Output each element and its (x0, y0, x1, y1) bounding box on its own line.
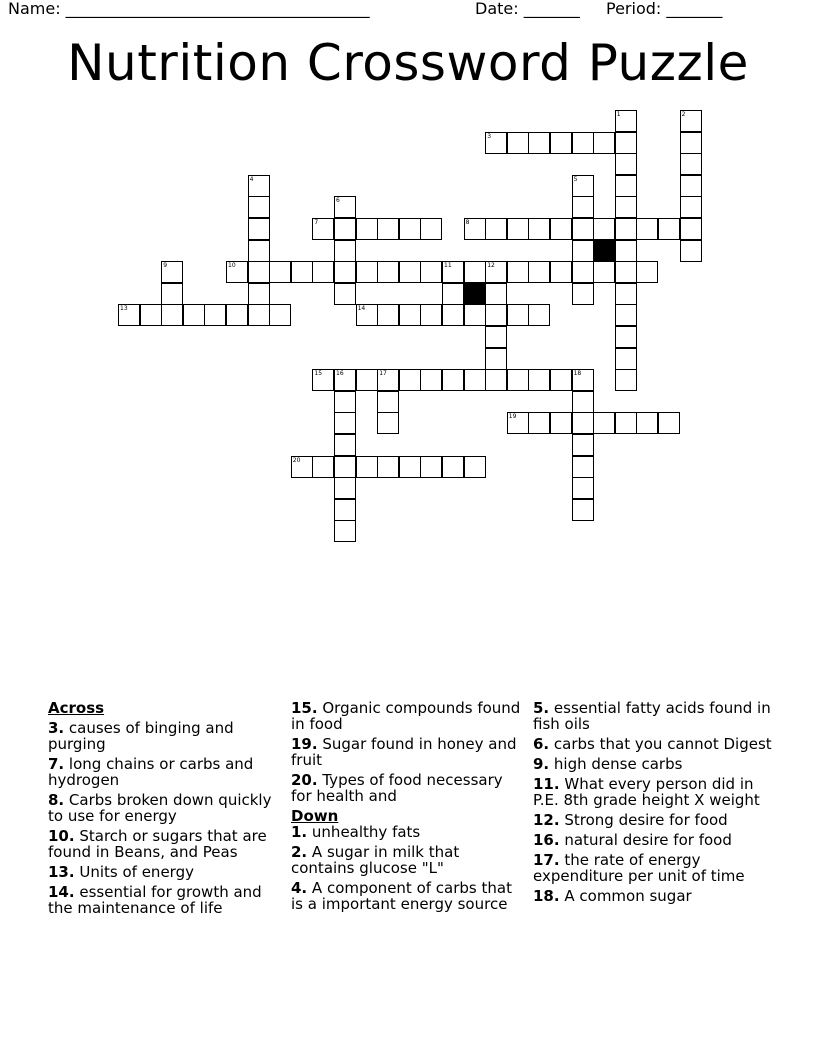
crossword-cell[interactable] (615, 283, 637, 305)
crossword-cell[interactable] (593, 261, 615, 283)
crossword-cell[interactable] (464, 218, 486, 240)
clue-number: 13 (120, 305, 128, 313)
clue-number: 20 (292, 456, 301, 464)
crossword-cell[interactable] (248, 175, 270, 197)
crossword-cell[interactable] (442, 261, 464, 283)
clue-item: 14. essential for growth and the maintenance of life (48, 883, 262, 917)
page-title: Nutrition Crossword Puzzle (67, 34, 749, 92)
crossword-cell[interactable] (615, 261, 637, 283)
crossword-cell[interactable] (680, 240, 702, 262)
crossword-cell[interactable] (680, 110, 702, 132)
crossword-cell[interactable] (334, 196, 356, 218)
crossword-cell[interactable] (572, 218, 594, 240)
crossword-cell[interactable] (356, 218, 378, 240)
crossword-cell[interactable] (356, 369, 378, 391)
crossword-cell[interactable] (636, 218, 658, 240)
crossword-cell[interactable] (680, 218, 702, 240)
period-field-label: Period: _______ (606, 0, 723, 18)
crossword-cell[interactable] (399, 304, 421, 326)
clue-item: 15. Organic compounds found in food (291, 699, 521, 733)
crossword-cell[interactable] (528, 304, 550, 326)
crossword-cell[interactable] (312, 261, 334, 283)
crossword-cell[interactable] (572, 369, 594, 391)
crossword-cell[interactable] (334, 499, 356, 521)
crossword-cell[interactable] (572, 499, 594, 521)
clue-item: 11. What every person did in P.E. 8th grade height X weight (533, 775, 760, 809)
crossword-cell[interactable] (507, 132, 529, 154)
clue-item: 1. unhealthy fats (291, 823, 421, 841)
crossword-black-cell (464, 283, 486, 305)
crossword-cell[interactable] (334, 477, 356, 499)
crossword-cell[interactable] (118, 304, 140, 326)
clue-item: 3. causes of binging and purging (48, 719, 234, 753)
crossword-cell[interactable] (356, 261, 378, 283)
crossword-cell[interactable] (485, 348, 507, 370)
clue-number: 5 (573, 175, 578, 183)
crossword-cell[interactable] (420, 456, 442, 478)
clue-number: 15 (314, 370, 323, 378)
crossword-cell[interactable] (485, 283, 507, 305)
crossword-cell[interactable] (420, 261, 442, 283)
crossword-cell[interactable] (615, 153, 637, 175)
crossword-cell[interactable] (399, 261, 421, 283)
clue-item: 19. Sugar found in honey and fruit (291, 735, 517, 769)
crossword-cell[interactable] (615, 412, 637, 434)
clue-number: 11 (444, 262, 452, 270)
crossword-cell[interactable] (442, 283, 464, 305)
clue-item: 20. Types of food necessary for health and (291, 771, 503, 805)
crossword-cell[interactable] (550, 261, 572, 283)
crossword-cell[interactable] (615, 240, 637, 262)
clue-item: 8. Carbs broken down quickly to use for energy (48, 791, 272, 825)
crossword-cell[interactable] (572, 283, 594, 305)
crossword-cell[interactable] (334, 456, 356, 478)
crossword-cell[interactable] (485, 218, 507, 240)
crossword-cell[interactable] (593, 218, 615, 240)
crossword-cell[interactable] (291, 456, 313, 478)
clue-item: 7. long chains or carbs and hydrogen (48, 755, 254, 789)
crossword-cell[interactable] (464, 304, 486, 326)
crossword-cell[interactable] (528, 132, 550, 154)
crossword-cell[interactable] (420, 218, 442, 240)
crossword-cell[interactable] (140, 304, 162, 326)
crossword-cell[interactable] (248, 283, 270, 305)
crossword-cell[interactable] (248, 196, 270, 218)
crossword-cell[interactable] (248, 218, 270, 240)
crossword-cell[interactable] (442, 304, 464, 326)
crossword-cell[interactable] (507, 218, 529, 240)
clue-number: 14 (357, 305, 366, 313)
crossword-cell[interactable] (377, 456, 399, 478)
crossword-cell[interactable] (248, 240, 270, 262)
clue-number: 10 (228, 262, 236, 270)
crossword-cell[interactable] (334, 434, 356, 456)
crossword-cell[interactable] (550, 218, 572, 240)
crossword-cell[interactable] (399, 218, 421, 240)
crossword-cell[interactable] (615, 348, 637, 370)
clue-number: 2 (681, 111, 686, 118)
crossword-cell[interactable] (161, 304, 183, 326)
crossword-black-cell (593, 240, 615, 262)
crossword-cell[interactable] (680, 132, 702, 154)
crossword-cell[interactable] (485, 369, 507, 391)
crossword-cell[interactable] (572, 477, 594, 499)
crossword-cell[interactable] (528, 369, 550, 391)
crossword-cell[interactable] (356, 304, 378, 326)
crossword-cell[interactable] (226, 261, 248, 283)
clue-number: 9 (163, 262, 168, 270)
crossword-cell[interactable] (615, 196, 637, 218)
crossword-cell[interactable] (334, 391, 356, 413)
clue-item: 17. the rate of energy expenditure per unit of time (533, 851, 745, 885)
clue-number: 7 (314, 219, 319, 226)
crossword-cell[interactable] (550, 132, 572, 154)
crossword-cell[interactable] (399, 369, 421, 391)
crossword-cell[interactable] (485, 261, 507, 283)
crossword-cell[interactable] (615, 132, 637, 154)
clue-number: 6 (336, 197, 340, 205)
crossword-cell[interactable] (334, 283, 356, 305)
crossword-cell[interactable] (377, 412, 399, 434)
crossword-cell[interactable] (485, 326, 507, 348)
crossword-cell[interactable] (399, 456, 421, 478)
crossword-cell[interactable] (312, 456, 334, 478)
crossword-cell[interactable] (334, 369, 356, 391)
crossword-cell[interactable] (248, 304, 270, 326)
crossword-cell[interactable] (615, 175, 637, 197)
crossword-cell[interactable] (572, 240, 594, 262)
crossword-cell[interactable] (442, 456, 464, 478)
crossword-cell[interactable] (442, 369, 464, 391)
crossword-cell[interactable] (269, 304, 291, 326)
down-heading: Down (291, 807, 339, 825)
crossword-cell[interactable] (593, 132, 615, 154)
crossword-cell[interactable] (658, 218, 680, 240)
across-heading: Across (48, 699, 105, 717)
crossword-cell[interactable] (377, 304, 399, 326)
clue-item: 4. A component of carbs that is a important energy source (291, 879, 512, 913)
crossword-cell[interactable] (550, 412, 572, 434)
clue-item: 12. Strong desire for food (533, 811, 728, 829)
crossword-cell[interactable] (356, 456, 378, 478)
crossword-cell[interactable] (334, 218, 356, 240)
clue-item: 5. essential fatty acids found in fish oils (533, 699, 771, 733)
clue-item: 18. A common sugar (533, 887, 692, 905)
clue-number: 1 (616, 111, 621, 118)
clue-number: 17 (379, 370, 387, 378)
crossword-cell[interactable] (334, 412, 356, 434)
crossword-cell[interactable] (377, 218, 399, 240)
clue-item: 16. natural desire for food (533, 831, 732, 849)
crossword-cell[interactable] (528, 218, 550, 240)
crossword-cell[interactable] (572, 261, 594, 283)
crossword-cell[interactable] (420, 369, 442, 391)
crossword-cell[interactable] (420, 304, 442, 326)
crossword-cell[interactable] (572, 434, 594, 456)
crossword-cell[interactable] (334, 261, 356, 283)
crossword-cell[interactable] (161, 261, 183, 283)
clue-column-2 (291, 700, 526, 916)
crossword-cell[interactable] (269, 261, 291, 283)
crossword-cell[interactable] (464, 261, 486, 283)
crossword-cell[interactable] (615, 369, 637, 391)
clue-column-3 (533, 700, 773, 908)
crossword-cell[interactable] (572, 391, 594, 413)
clue-item: 2. A sugar in milk that contains glucose "L" (291, 843, 460, 877)
clue-number: 16 (336, 370, 344, 378)
clue-item: 6. carbs that you cannot Digest (533, 735, 772, 753)
crossword-cell[interactable] (615, 110, 637, 132)
crossword-cell[interactable] (572, 175, 594, 197)
crossword-cell[interactable] (226, 304, 248, 326)
crossword-cell[interactable] (312, 218, 334, 240)
crossword-cell[interactable] (528, 412, 550, 434)
date-field-label: Date: _______ (475, 0, 580, 18)
crossword-cell[interactable] (572, 132, 594, 154)
crossword-cell[interactable] (615, 218, 637, 240)
crossword-cell[interactable] (312, 369, 334, 391)
crossword-cell[interactable] (377, 391, 399, 413)
crossword-cell[interactable] (507, 304, 529, 326)
crossword-cell[interactable] (334, 240, 356, 262)
crossword-cell[interactable] (680, 175, 702, 197)
crossword-cell[interactable] (291, 261, 313, 283)
clue-number: 8 (465, 219, 470, 226)
crossword-cell[interactable] (204, 304, 226, 326)
clue-number: 4 (249, 175, 254, 183)
crossword-cell[interactable] (248, 261, 270, 283)
crossword-cell[interactable] (485, 132, 507, 154)
crossword-cell[interactable] (377, 369, 399, 391)
crossword-cell[interactable] (572, 456, 594, 478)
clue-number: 19 (508, 413, 517, 421)
crossword-cell[interactable] (593, 412, 615, 434)
crossword-cell[interactable] (183, 304, 205, 326)
crossword-cell[interactable] (528, 261, 550, 283)
crossword-cell[interactable] (485, 304, 507, 326)
crossword-cell[interactable] (615, 304, 637, 326)
crossword-cell[interactable] (507, 261, 529, 283)
crossword-cell[interactable] (334, 520, 356, 542)
clue-column-1 (48, 700, 283, 920)
crossword-cell[interactable] (572, 196, 594, 218)
crossword-cell[interactable] (658, 412, 680, 434)
crossword-cell[interactable] (615, 326, 637, 348)
name-field-label: Name: ______________________________________ (8, 0, 370, 18)
clue-number: 18 (573, 370, 582, 378)
crossword-cell[interactable] (680, 153, 702, 175)
crossword-cell[interactable] (161, 283, 183, 305)
clue-item: 13. Units of energy (48, 863, 194, 881)
crossword-cell[interactable] (636, 261, 658, 283)
crossword-cell[interactable] (572, 412, 594, 434)
crossword-cell[interactable] (507, 412, 529, 434)
crossword-cell[interactable] (464, 456, 486, 478)
clue-item: 10. Starch or sugars that are found in Beans, and Peas (48, 827, 267, 861)
clue-number: 12 (487, 262, 495, 270)
clue-item: 9. high dense carbs (533, 755, 683, 773)
crossword-cell[interactable] (507, 369, 529, 391)
crossword-cell[interactable] (464, 369, 486, 391)
crossword-cell[interactable] (377, 261, 399, 283)
crossword-cell[interactable] (680, 196, 702, 218)
clues-section (48, 700, 788, 960)
crossword-cell[interactable] (636, 412, 658, 434)
clue-number: 3 (487, 132, 492, 140)
crossword-cell[interactable] (550, 369, 572, 391)
